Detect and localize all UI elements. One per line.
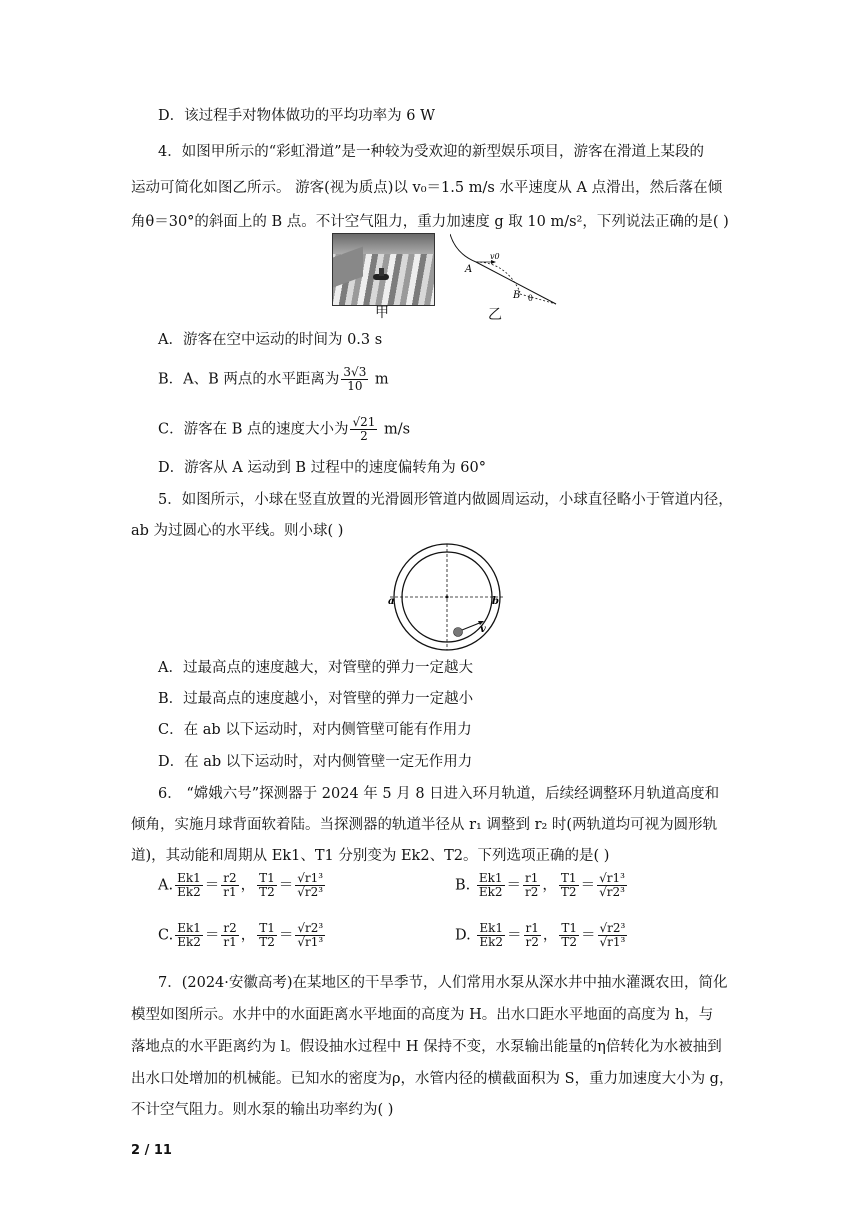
q7-stem-line4: 出水口处增加的机械能。已知水的密度为ρ，水管内径的横截面积为 S，重力加速度大小为 g， — [131, 1071, 734, 1087]
q7-stem-line5: 不计空气阻力。则水泵的输出功率约为( ) — [131, 1102, 394, 1118]
q5-stem-line1: 5．如图所示，小球在竖直放置的光滑圆形管道内做圆周运动，小球直径略小于管道内径， — [158, 492, 733, 508]
q4-option-b: B．A、B 两点的水平距离为 $\frac{3√3}{10}$ m — [158, 365, 389, 393]
q4-stem-line1: 4．如图甲所示的“彩虹滑道”是一种较为受欢迎的新型娱乐项目，游客在滑道上某段的 — [158, 144, 705, 160]
q4-stem-line3: 角θ＝30°的斜面上的 B 点。不计空气阻力，重力加速度 g 取 10 m/s²，下列说法正确的是( ) — [131, 214, 729, 230]
q6-stem-line3: 道)，其动能和周期从 Ek1、T1 分别变为 Ek2、T2。下列选项正确的是( ) — [131, 848, 610, 864]
q7-stem-line3: 落地点的水平距离约为 l。假设抽水过程中 H 保持不变，水泵输出能量的η倍转化为水被抽到 — [131, 1039, 722, 1055]
q7-stem-line1: 7．(2024·安徽高考)在某地区的干旱季节，人们常用水泵从深水井中抽水灌溉农田，简化 — [158, 975, 728, 991]
q5-option-b: B．过最高点的速度越小，对管壁的弹力一定越小 — [158, 691, 474, 707]
page-number: 2 / 11 — [131, 1143, 172, 1158]
q4-caption-yi: 乙 — [488, 307, 502, 323]
q6-stem-line2: 倾角，实施月球背面软着陆。当探测器的轨道半径从 r₁ 调整到 r₂ 时(两轨道均可视为圆形轨 — [131, 817, 718, 833]
q4-figure-photo — [332, 233, 435, 306]
q6-option-a: A. $\frac{Ek1}{Ek2}$ ＝ $\frac{r2}{r1}$ ， $\frac{T1}{T2}$ ＝ $\frac{\text{√r1³}}{\text{√r2³}}$ — [158, 871, 324, 899]
q6-option-b: B. $\frac{Ek1}{Ek2}$ ＝ $\frac{r1}{r2}$ ， $\frac{T1}{T2}$ ＝ $\frac{\text{√r1³}}{\text{√r2³}}$ — [455, 871, 625, 899]
q5-option-a: A．过最高点的速度越大，对管壁的弹力一定越大 — [158, 660, 473, 676]
q5-label-a: a — [388, 596, 395, 607]
q4-option-c: C．游客在 B 点的速度大小为 $\frac{√21}{2}$ m/s — [158, 415, 411, 443]
q5-label-v: v — [480, 624, 486, 635]
q3-option-d: D．该过程手对物体做功的平均功率为 6 W — [158, 108, 435, 124]
q5-label-b: b — [492, 596, 499, 607]
q4-label-v0: v0 — [490, 252, 500, 261]
q4-label-theta: θ — [528, 294, 533, 303]
q5-stem-line2: ab 为过圆心的水平线。则小球( ) — [131, 523, 344, 539]
q4-label-b: B — [513, 290, 521, 301]
q4-caption-jia: 甲 — [375, 305, 389, 321]
q5-option-c: C．在 ab 以下运动时，对内侧管壁可能有作用力 — [158, 722, 472, 738]
q5-option-d: D．在 ab 以下运动时，对内侧管壁一定无作用力 — [158, 754, 473, 770]
q4-label-a: A — [465, 264, 473, 275]
q5-figure-circle — [388, 542, 506, 652]
q4-stem-line2: 运动可简化如图乙所示。 游客(视为质点)以 v₀＝1.5 m/s 水平速度从 A 点滑出，然后落在倾 — [131, 180, 723, 196]
q7-stem-line2: 模型如图所示。水井中的水面距离水平地面的高度为 H。出水口距水平地面的高度为 h，与 — [131, 1007, 714, 1023]
q4-option-d: D．游客从 A 运动到 B 过程中的速度偏转角为 60° — [158, 460, 486, 476]
q4-figure-diagram — [450, 232, 560, 307]
q6-stem-line1: 6． “嫦娥六号”探测器于 2024 年 5 月 8 日进入环月轨道，后续经调整环月轨道高度和 — [158, 786, 720, 802]
q4-option-a: A．游客在空中运动的时间为 0.3 s — [158, 332, 383, 348]
q6-option-d: D. $\frac{Ek1}{Ek2}$ ＝ $\frac{r1}{r2}$ ， $\frac{T1}{T2}$ ＝ $\frac{\text{√r2³}}{\text{√r1³}}$ — [455, 921, 626, 949]
q6-option-c: C. $\frac{Ek1}{Ek2}$ ＝ $\frac{r2}{r1}$ ， $\frac{T1}{T2}$ ＝ $\frac{\text{√r2³}}{\text{√r1³}}$ — [158, 921, 324, 949]
